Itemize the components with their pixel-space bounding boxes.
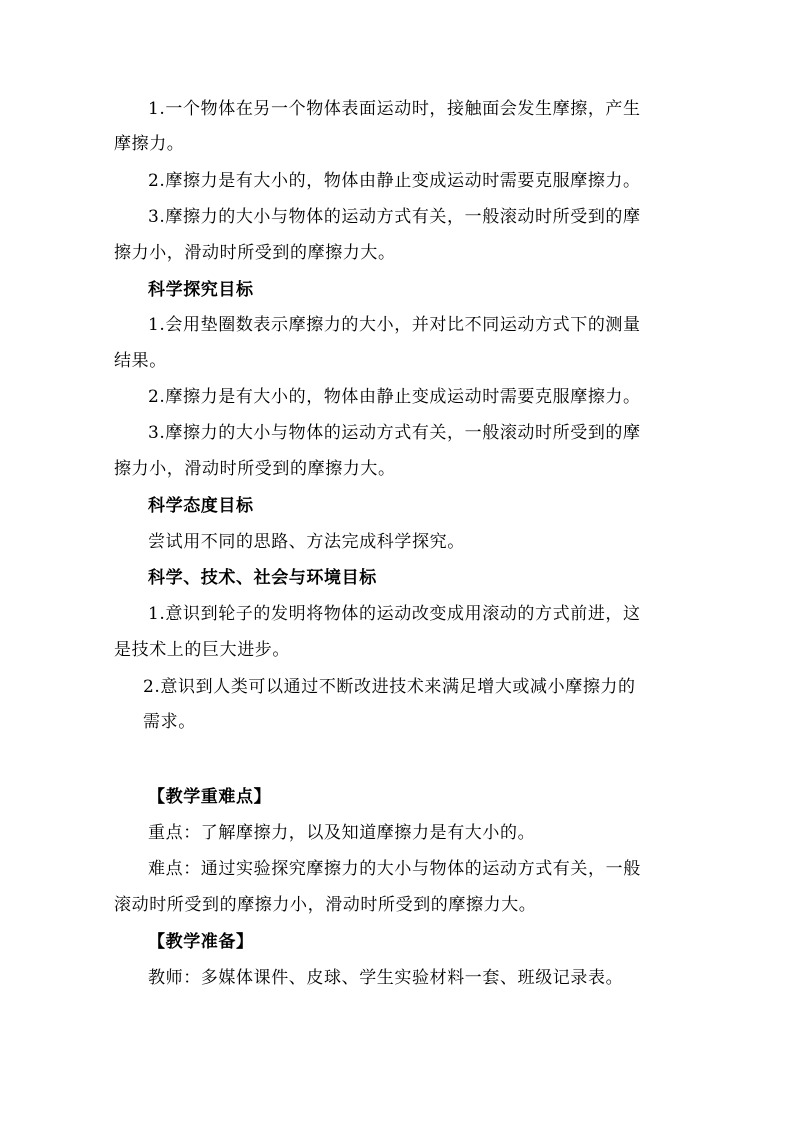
inquiry-goal-2: 2.摩擦力是有大小的，物体由静止变成运动时需要克服摩擦力。 (148, 387, 641, 407)
stse-goal-1-line-2: 是技术上的巨大进步。 (114, 640, 290, 660)
knowledge-goal-3-line-2: 擦力小，滑动时所受到的摩擦力大。 (114, 243, 396, 263)
inquiry-goal-1-line-1: 1.会用垫圈数表示摩擦力的大小，并对比不同运动方式下的测量 (148, 315, 641, 335)
inquiry-goal-3-line-1: 3.摩擦力的大小与物体的运动方式有关，一般滚动时所受到的摩 (148, 423, 641, 443)
preparation-heading: 【教学准备】 (148, 932, 254, 952)
attitude-goal-1: 尝试用不同的思路、方法完成科学探究。 (148, 532, 465, 552)
inquiry-goal-3-line-2: 擦力小，滑动时所受到的摩擦力大。 (114, 459, 396, 479)
inquiry-goal-1-line-2: 结果。 (114, 351, 167, 371)
knowledge-goal-1-line-2: 摩擦力。 (114, 134, 185, 154)
key-point: 重点：了解摩擦力，以及知道摩擦力是有大小的。 (148, 823, 536, 843)
inquiry-goals-heading: 科学探究目标 (148, 280, 254, 300)
teacher-preparation: 教师：多媒体课件、皮球、学生实验材料一套、班级记录表。 (148, 968, 624, 988)
stse-goals-heading: 科学、技术、社会与环境目标 (148, 568, 377, 588)
knowledge-goal-3-line-1: 3.摩擦力的大小与物体的运动方式有关，一般滚动时所受到的摩 (148, 207, 641, 227)
stse-goal-2-line-1: 2.意识到人类可以通过不断改进技术来满足增大或减小摩擦力的 (143, 677, 636, 697)
knowledge-goal-2: 2.摩擦力是有大小的，物体由静止变成运动时需要克服摩擦力。 (148, 171, 641, 191)
difficult-point-line-2: 滚动时所受到的摩擦力小，滑动时所受到的摩擦力大。 (114, 895, 537, 915)
stse-goal-2-line-2: 需求。 (143, 712, 196, 732)
stse-goal-1-line-1: 1.意识到轮子的发明将物体的运动改变成用滚动的方式前进，这 (148, 604, 641, 624)
knowledge-goal-1-line-1: 1.一个物体在另一个物体表面运动时，接触面会发生摩擦，产生 (148, 99, 641, 119)
difficult-point-line-1: 难点：通过实验探究摩擦力的大小与物体的运动方式有关，一般 (148, 859, 641, 879)
key-points-heading: 【教学重难点】 (148, 787, 272, 807)
attitude-goals-heading: 科学态度目标 (148, 496, 254, 516)
